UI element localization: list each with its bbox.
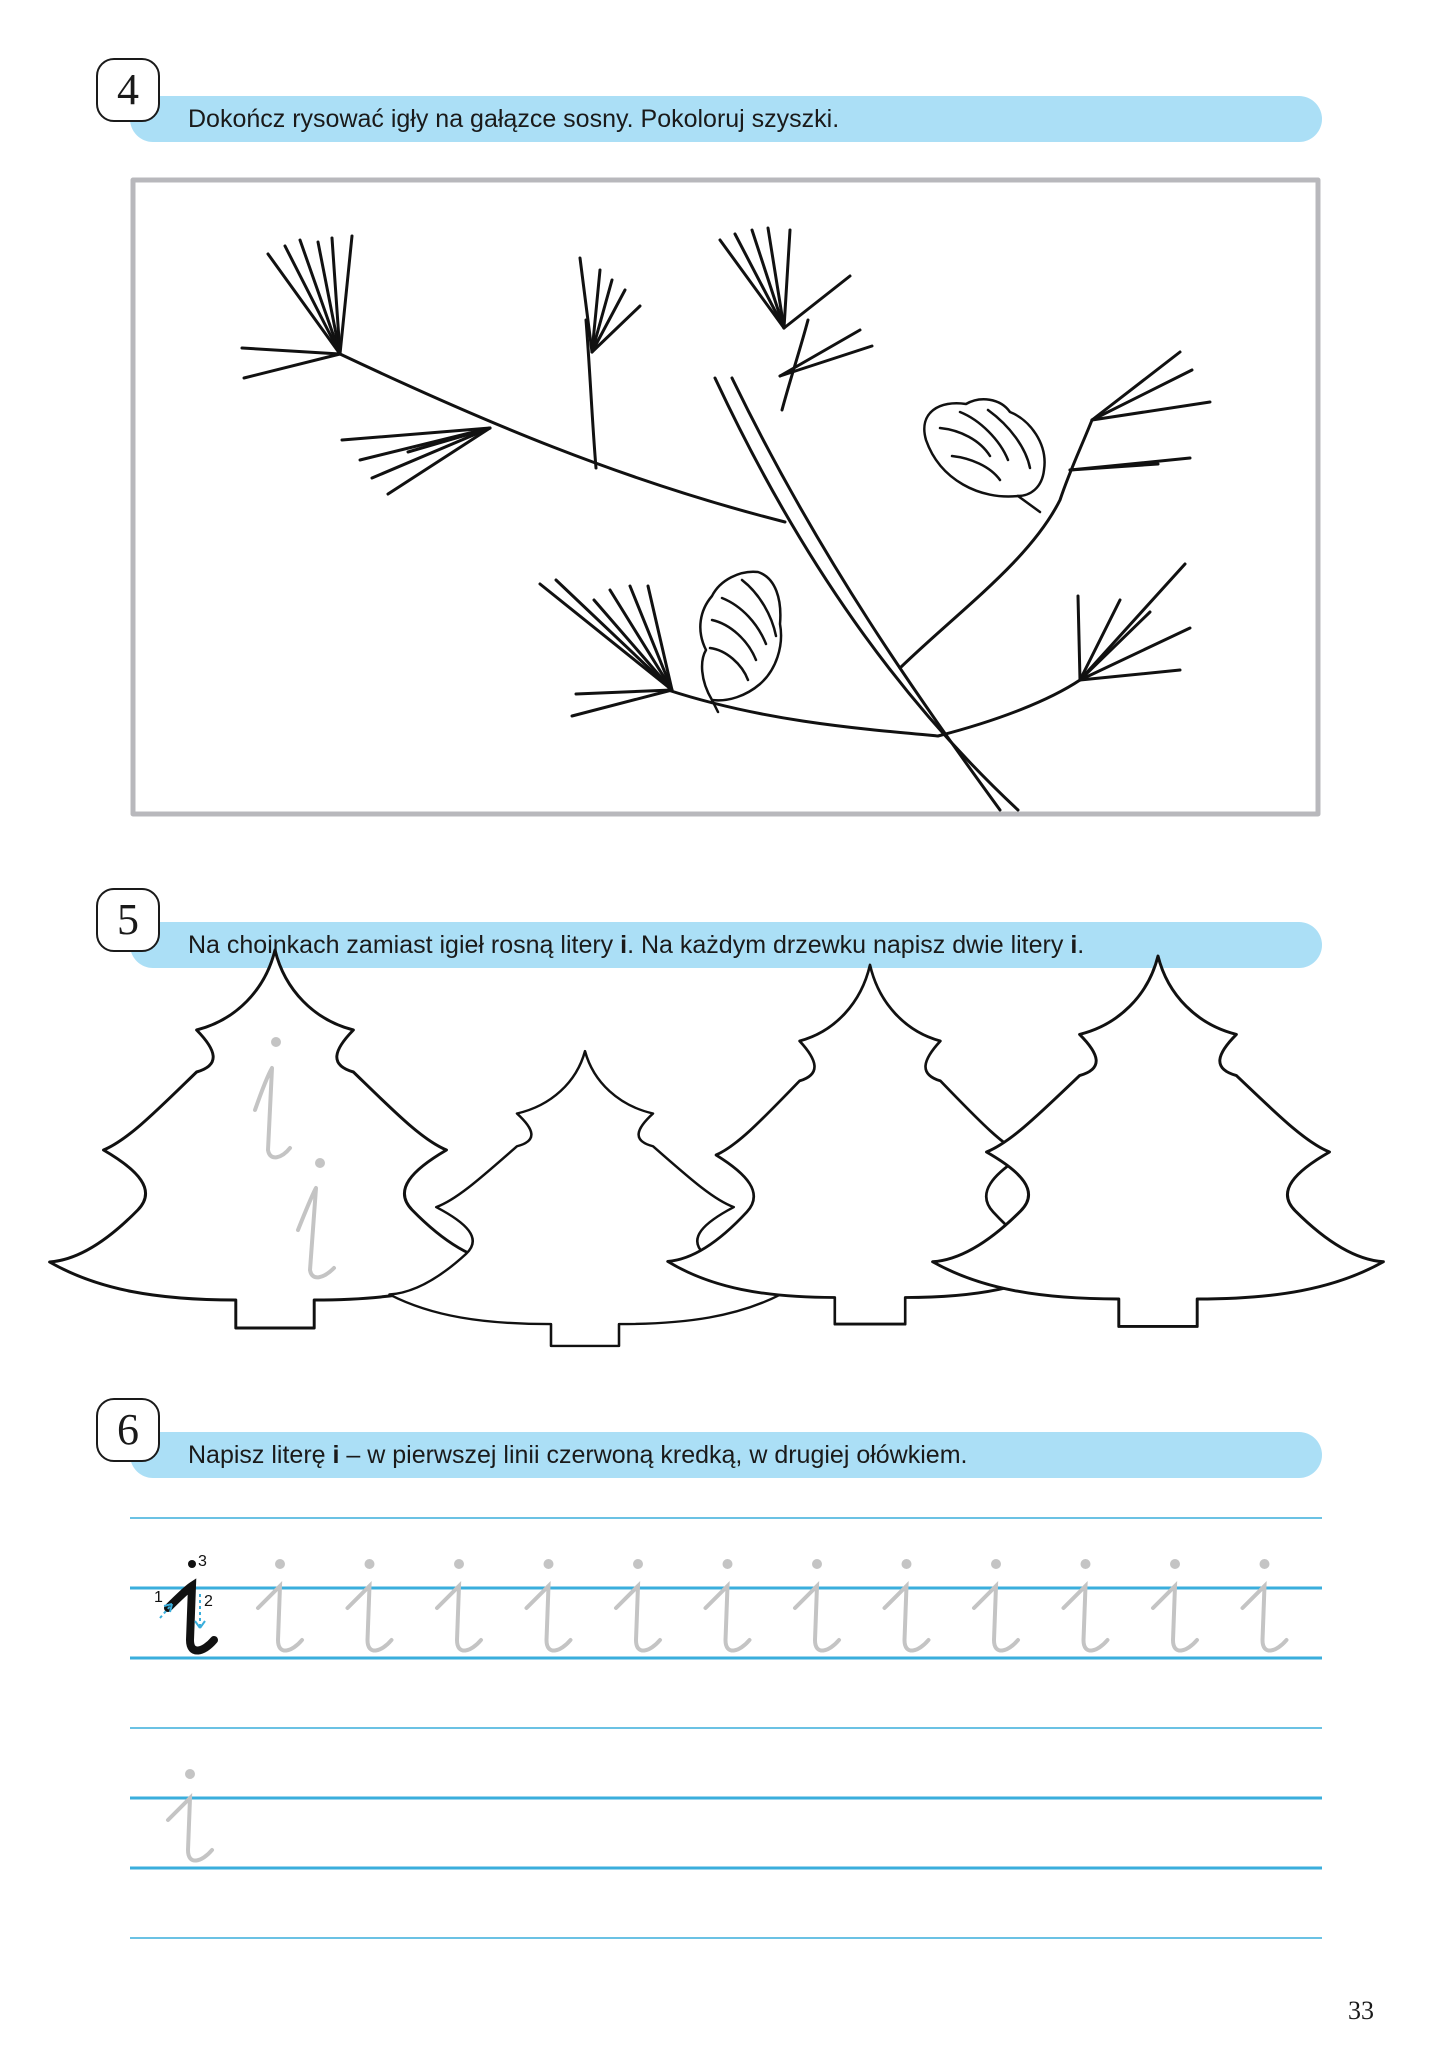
trace-letter-dot <box>725 1561 731 1567</box>
trace-letter-dot <box>1262 1561 1268 1567</box>
trace-letter-i <box>1153 1586 1197 1651</box>
trace-letter-i <box>1243 1586 1287 1651</box>
trace-letter-i <box>1064 1586 1108 1651</box>
trace-letter-i <box>527 1586 571 1651</box>
stroke-order-3: 3 <box>198 1553 207 1570</box>
stroke-order-2: 2 <box>204 1593 213 1610</box>
trace-letter-dot <box>367 1561 373 1567</box>
trace-letter-dot <box>456 1561 462 1567</box>
trace-letter-i <box>348 1586 392 1651</box>
trace-letter-row-2 <box>168 1771 212 1861</box>
task-number: 5 <box>96 888 160 952</box>
trace-letter-dot <box>904 1561 910 1567</box>
page-number: 33 <box>1348 1996 1374 2025</box>
trace-letter-dot <box>814 1561 820 1567</box>
trace-letter-dot <box>277 1561 283 1567</box>
task-instruction: Na choinkach zamiast igieł rosną litery i. Na każdym drzewku napisz dwie litery i. <box>130 922 1322 968</box>
ruling-lines <box>130 1518 1322 1938</box>
task-instruction: Dokończ rysować igły na gałązce sosny. Pokoloruj szyszki. <box>130 96 1322 142</box>
trace-letter-dot <box>993 1561 999 1567</box>
trace-letter-i <box>706 1586 750 1651</box>
trace-letter-dot <box>1083 1561 1089 1567</box>
trace-letter-dot <box>635 1561 641 1567</box>
task-number: 4 <box>96 58 160 122</box>
stroke-order-1: 1 <box>154 1589 163 1606</box>
task-instruction: Napisz literę i – w pierwszej linii czerwoną kredką, w drugiej ołówkiem. <box>130 1432 1322 1478</box>
trace-letter-dot <box>546 1561 552 1567</box>
trace-letter-i <box>437 1586 481 1651</box>
trace-letter-dot <box>1172 1561 1178 1567</box>
task-number: 6 <box>96 1398 160 1462</box>
trace-letter-i <box>616 1586 660 1651</box>
trace-letter-i <box>885 1586 929 1651</box>
trace-letter-i <box>974 1586 1018 1651</box>
trace-letters-row-1 <box>258 1561 1287 1651</box>
trace-letter-i <box>795 1586 839 1651</box>
trace-letter-i <box>258 1586 302 1651</box>
